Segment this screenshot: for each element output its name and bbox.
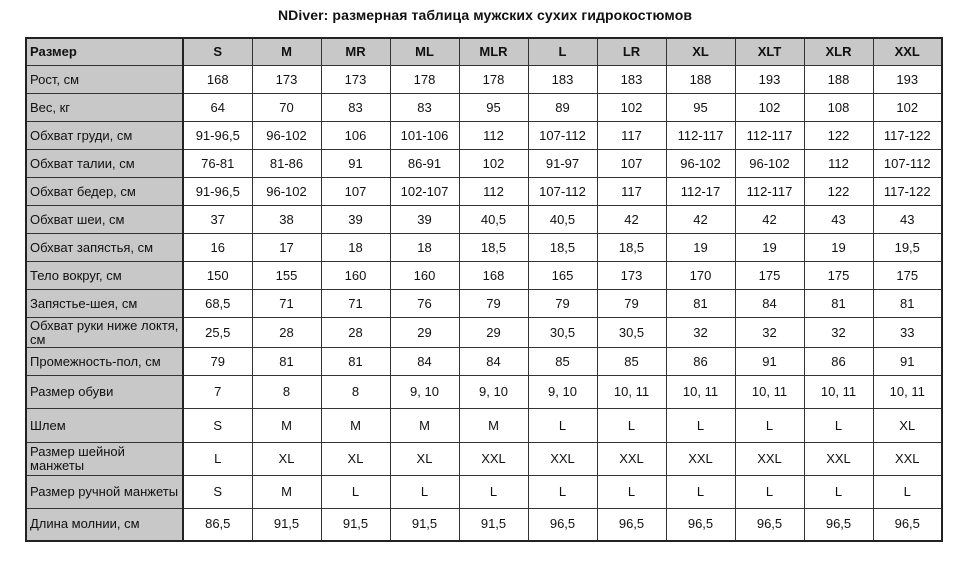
table-cell: 160: [321, 262, 390, 290]
table-cell: L: [597, 476, 666, 509]
table-cell: 37: [183, 206, 252, 234]
table-cell: 19,5: [873, 234, 942, 262]
table-cell: 188: [666, 66, 735, 94]
table-cell: 173: [252, 66, 321, 94]
table-cell: 193: [735, 66, 804, 94]
table-cell: 183: [597, 66, 666, 94]
table-cell: L: [804, 409, 873, 443]
table-cell: L: [321, 476, 390, 509]
table-cell: M: [459, 409, 528, 443]
table-cell: 168: [183, 66, 252, 94]
table-cell: 42: [597, 206, 666, 234]
table-row: [26, 178, 942, 206]
table-cell: XXL: [666, 443, 735, 476]
table-cell: 112-17: [666, 178, 735, 206]
table-cell: L: [183, 443, 252, 476]
size-header-mr: MR: [321, 38, 390, 66]
table-cell: 10, 11: [873, 376, 942, 409]
table-cell: 19: [735, 234, 804, 262]
row-label: Размер шейной манжеты: [26, 443, 183, 476]
table-row: [26, 376, 942, 409]
table-cell: 150: [183, 262, 252, 290]
table-cell: 84: [459, 348, 528, 376]
table-cell: 89: [528, 94, 597, 122]
table-cell: 106: [321, 122, 390, 150]
table-cell: 39: [321, 206, 390, 234]
table-cell: 40,5: [459, 206, 528, 234]
table-cell: 9, 10: [459, 376, 528, 409]
table-cell: 10, 11: [735, 376, 804, 409]
table-cell: 43: [804, 206, 873, 234]
table-cell: 101-106: [390, 122, 459, 150]
table-row: [26, 409, 942, 443]
row-label: Длина молнии, см: [26, 509, 183, 541]
row-label: Рост, см: [26, 66, 183, 94]
table-cell: 86: [666, 348, 735, 376]
size-header-xlr: XLR: [804, 38, 873, 66]
table-cell: 19: [804, 234, 873, 262]
header-row: [26, 38, 942, 66]
table-row: [26, 443, 942, 476]
table-cell: 10, 11: [666, 376, 735, 409]
table-cell: 108: [804, 94, 873, 122]
table-cell: 117: [597, 122, 666, 150]
table-cell: 102: [735, 94, 804, 122]
table-cell: 178: [459, 66, 528, 94]
table-cell: 32: [735, 318, 804, 348]
table-cell: L: [597, 409, 666, 443]
table-cell: XXL: [528, 443, 597, 476]
table-cell: 30,5: [528, 318, 597, 348]
table-cell: 112-117: [735, 122, 804, 150]
table-cell: 42: [735, 206, 804, 234]
table-cell: 40,5: [528, 206, 597, 234]
table-cell: 117-122: [873, 122, 942, 150]
size-header-mlr: MLR: [459, 38, 528, 66]
row-label: Обхват бедер, см: [26, 178, 183, 206]
table-cell: 168: [459, 262, 528, 290]
table-cell: S: [183, 409, 252, 443]
table-cell: XXL: [597, 443, 666, 476]
table-cell: 170: [666, 262, 735, 290]
table-cell: XL: [873, 409, 942, 443]
size-header-s: S: [183, 38, 252, 66]
table-cell: 18: [321, 234, 390, 262]
table-cell: M: [252, 409, 321, 443]
table-cell: 102-107: [390, 178, 459, 206]
table-cell: 8: [321, 376, 390, 409]
table-cell: 86-91: [390, 150, 459, 178]
table-cell: 17: [252, 234, 321, 262]
row-label: Обхват груди, см: [26, 122, 183, 150]
table-cell: XXL: [804, 443, 873, 476]
size-header-l: L: [528, 38, 597, 66]
table-cell: 155: [252, 262, 321, 290]
table-cell: 9, 10: [390, 376, 459, 409]
table-cell: 112-117: [666, 122, 735, 150]
row-label: Тело вокруг, см: [26, 262, 183, 290]
table-cell: 81-86: [252, 150, 321, 178]
table-cell: 91,5: [459, 509, 528, 541]
row-label: Вес, кг: [26, 94, 183, 122]
row-label: Шлем: [26, 409, 183, 443]
table-cell: 188: [804, 66, 873, 94]
table-cell: 117-122: [873, 178, 942, 206]
table-cell: L: [459, 476, 528, 509]
table-row: [26, 66, 942, 94]
table-cell: M: [321, 409, 390, 443]
table-cell: M: [252, 476, 321, 509]
table-row: [26, 94, 942, 122]
table-cell: 107: [321, 178, 390, 206]
table-cell: 18,5: [528, 234, 597, 262]
table-cell: 7: [183, 376, 252, 409]
table-cell: 122: [804, 122, 873, 150]
table-cell: 95: [459, 94, 528, 122]
table-cell: 175: [804, 262, 873, 290]
table-cell: L: [873, 476, 942, 509]
table-row: [26, 206, 942, 234]
table-cell: 84: [735, 290, 804, 318]
table-cell: 173: [321, 66, 390, 94]
table-cell: XXL: [873, 443, 942, 476]
table-cell: 68,5: [183, 290, 252, 318]
table-row: [26, 348, 942, 376]
table-cell: 64: [183, 94, 252, 122]
header-label: Размер: [26, 38, 183, 66]
table-cell: L: [804, 476, 873, 509]
table-cell: 32: [804, 318, 873, 348]
table-cell: L: [390, 476, 459, 509]
table-cell: 81: [666, 290, 735, 318]
table-cell: 81: [252, 348, 321, 376]
table-cell: 43: [873, 206, 942, 234]
table-row: [26, 509, 942, 541]
table-cell: 165: [528, 262, 597, 290]
table-cell: 28: [252, 318, 321, 348]
table-cell: XL: [390, 443, 459, 476]
table-cell: 112-117: [735, 178, 804, 206]
table-cell: 91,5: [321, 509, 390, 541]
table-cell: 18,5: [459, 234, 528, 262]
table-cell: 76: [390, 290, 459, 318]
table-cell: 10, 11: [597, 376, 666, 409]
table-cell: XL: [321, 443, 390, 476]
table-cell: 10, 11: [804, 376, 873, 409]
table-cell: 81: [321, 348, 390, 376]
table-cell: 38: [252, 206, 321, 234]
table-row: [26, 476, 942, 509]
size-header-xxl: XXL: [873, 38, 942, 66]
table-cell: 117: [597, 178, 666, 206]
size-header-xlt: XLT: [735, 38, 804, 66]
table-cell: 96-102: [252, 178, 321, 206]
table-cell: 96,5: [666, 509, 735, 541]
table-cell: 71: [321, 290, 390, 318]
table-cell: 91: [873, 348, 942, 376]
table-row: [26, 290, 942, 318]
table-cell: 96,5: [735, 509, 804, 541]
table-cell: 19: [666, 234, 735, 262]
page-title: NDiver: размерная таблица мужских сухих гидрокостюмов: [277, 7, 693, 23]
table-cell: 122: [804, 178, 873, 206]
table-cell: 18: [390, 234, 459, 262]
table-cell: 9, 10: [528, 376, 597, 409]
table-cell: 102: [597, 94, 666, 122]
table-cell: 102: [459, 150, 528, 178]
table-row: [26, 122, 942, 150]
table-cell: L: [735, 476, 804, 509]
table-cell: 8: [252, 376, 321, 409]
table-body: [26, 66, 942, 541]
table-cell: 33: [873, 318, 942, 348]
table-cell: 79: [528, 290, 597, 318]
table-cell: 96-102: [735, 150, 804, 178]
row-label: Обхват шеи, см: [26, 206, 183, 234]
row-label: Размер ручной манжеты: [26, 476, 183, 509]
table-row: [26, 150, 942, 178]
row-label: Обхват руки ниже локтя, см: [26, 318, 183, 348]
table-cell: 76-81: [183, 150, 252, 178]
table-cell: 112: [459, 122, 528, 150]
table-cell: 84: [390, 348, 459, 376]
row-label: Промежность-пол, см: [26, 348, 183, 376]
table-cell: 107: [597, 150, 666, 178]
table-cell: 32: [666, 318, 735, 348]
table-cell: 96-102: [252, 122, 321, 150]
table-row: [26, 262, 942, 290]
table-cell: 91-96,5: [183, 178, 252, 206]
row-label: Обхват запястья, см: [26, 234, 183, 262]
table-cell: 25,5: [183, 318, 252, 348]
size-table: [25, 37, 943, 542]
table-cell: L: [528, 476, 597, 509]
table-cell: 193: [873, 66, 942, 94]
table-row: [26, 234, 942, 262]
table-cell: 42: [666, 206, 735, 234]
table-cell: XXL: [459, 443, 528, 476]
table-cell: 107-112: [873, 150, 942, 178]
table-cell: 30,5: [597, 318, 666, 348]
table-cell: XXL: [735, 443, 804, 476]
table-cell: 96,5: [873, 509, 942, 541]
table-cell: 86,5: [183, 509, 252, 541]
table-cell: 112: [804, 150, 873, 178]
table-cell: 175: [735, 262, 804, 290]
table-cell: 102: [873, 94, 942, 122]
table-cell: 91: [735, 348, 804, 376]
table-cell: 173: [597, 262, 666, 290]
table-cell: L: [528, 409, 597, 443]
table-cell: 95: [666, 94, 735, 122]
row-label: Размер обуви: [26, 376, 183, 409]
table-cell: 96,5: [528, 509, 597, 541]
table-cell: 39: [390, 206, 459, 234]
table-cell: 107-112: [528, 178, 597, 206]
table-cell: 28: [321, 318, 390, 348]
table-cell: 86: [804, 348, 873, 376]
table-cell: XL: [252, 443, 321, 476]
table-cell: 79: [183, 348, 252, 376]
table-cell: 83: [390, 94, 459, 122]
table-cell: 91: [321, 150, 390, 178]
table-cell: 112: [459, 178, 528, 206]
table-cell: L: [735, 409, 804, 443]
table-cell: 96-102: [666, 150, 735, 178]
table-cell: S: [183, 476, 252, 509]
table-cell: 91-96,5: [183, 122, 252, 150]
table-cell: 71: [252, 290, 321, 318]
row-label: Запястье-шея, см: [26, 290, 183, 318]
table-cell: 96,5: [597, 509, 666, 541]
table-cell: 91,5: [390, 509, 459, 541]
table-cell: 178: [390, 66, 459, 94]
table-cell: 79: [597, 290, 666, 318]
table-cell: 175: [873, 262, 942, 290]
table-cell: 81: [873, 290, 942, 318]
table-cell: 18,5: [597, 234, 666, 262]
table-cell: 85: [528, 348, 597, 376]
table-cell: 183: [528, 66, 597, 94]
table-cell: 29: [390, 318, 459, 348]
table-cell: 83: [321, 94, 390, 122]
table-cell: 96,5: [804, 509, 873, 541]
table-cell: 81: [804, 290, 873, 318]
size-header-ml: ML: [390, 38, 459, 66]
table-cell: L: [666, 409, 735, 443]
size-header-m: M: [252, 38, 321, 66]
row-label: Обхват талии, см: [26, 150, 183, 178]
size-header-xl: XL: [666, 38, 735, 66]
table-cell: 107-112: [528, 122, 597, 150]
table-cell: 91,5: [252, 509, 321, 541]
table-cell: 79: [459, 290, 528, 318]
table-cell: 16: [183, 234, 252, 262]
table-cell: 91-97: [528, 150, 597, 178]
table-cell: 85: [597, 348, 666, 376]
table-cell: 70: [252, 94, 321, 122]
table-cell: 160: [390, 262, 459, 290]
table-row: [26, 318, 942, 348]
table-cell: 29: [459, 318, 528, 348]
table-cell: M: [390, 409, 459, 443]
table-cell: L: [666, 476, 735, 509]
size-header-lr: LR: [597, 38, 666, 66]
